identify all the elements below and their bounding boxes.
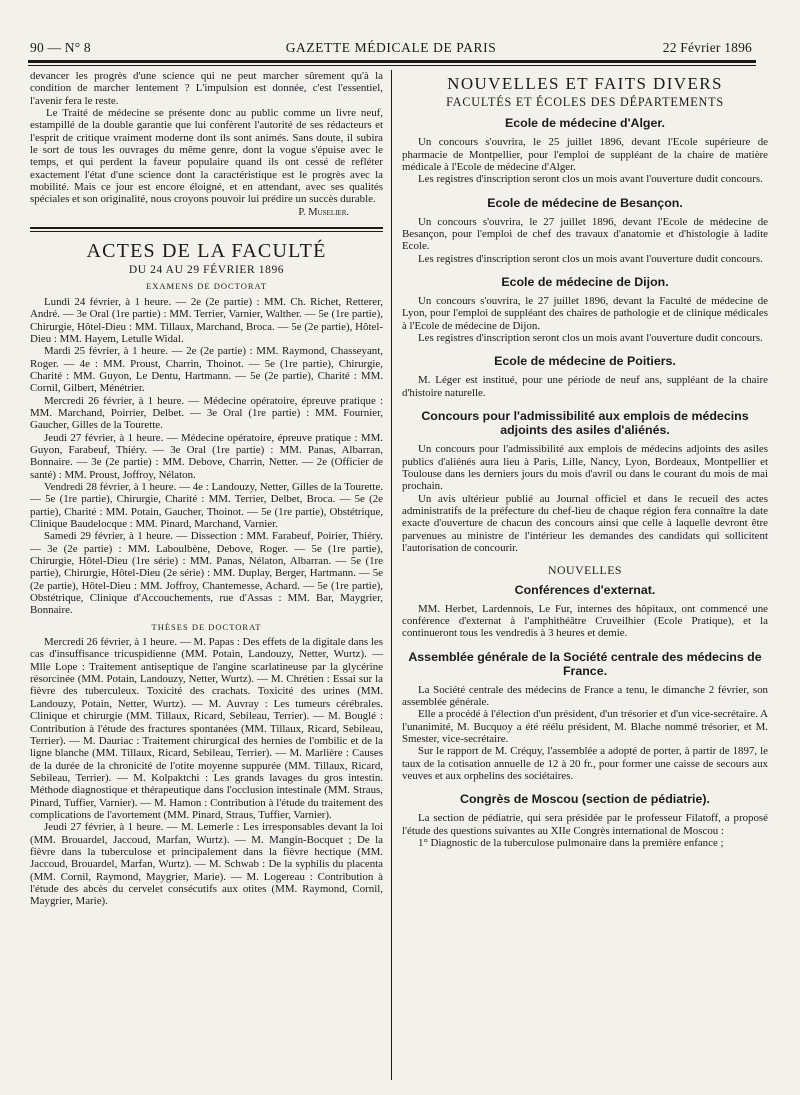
theses-heading: THÈSES DE DOCTORAT [151,621,262,632]
news-heading: Ecole de médecine de Poitiers. [494,354,676,369]
page-number: 90 — N° 8 [30,40,91,55]
right-column [402,74,768,849]
news-title: NOUVELLES ET FAITS DIVERS [447,74,723,93]
nouvelles-heading: NOUVELLES [548,563,622,578]
section-date: DU 24 AU 29 FÉVRIER 1896 [128,264,285,277]
news-heading: Conférences d'externat. [514,582,656,597]
news-paragraph: La Société centrale des médecins de France a tenu, le dimanche 2 février, son assemblée générale. [402,683,768,708]
news-paragraph: MM. Herbet, Lardennois, Le Fur, internes des hôpitaux, ont commencé une conférence d'externat à l'amphithéâtre Cruveilhier (Ecole Pratique), et la continueront tous les vendredis à 3 heures et demie. [402,602,768,640]
news-paragraph: Un avis ultérieur publié au Journal officiel et dans le recueil des actes administratifs de la préfecture du chef-lieu de chaque région fera connaître la date exacte d'ouverture de chacun des concours ainsi que celle à laquelle devront être parvenues au ministre de l'intérieur les demandes des candidats qui sollicitent l'autorisation de concourir. [402,492,768,554]
exam-entry: Vendredi 28 février, à 1 heure. — 4e : Landouzy, Netter, Gilles de la Tourette. — 5e (1re partie), Chirurgie, Charité : MM. Terrier, Delbet, Broca. — 5e (2e partie), Charité : MM. Potain, Gaucher, Thoinot. — 5e (1re partie), Obstétrique, Clinique Baudelocque : MM. Pinard, Marchand, Varnier. [30,480,383,530]
news-paragraph: La section de pédiatrie, qui sera présidée par le professeur Filatoff, a proposé l'étude des questions suivantes au XIIe Congrès international de Moscou : [402,812,768,837]
page-header [30,28,752,56]
news-paragraph: M. Léger est institué, pour une période de neuf ans, suppléant de la chaire d'histoire naturelle. [402,374,768,399]
intro-paragraph: devancer les progrès d'une science qui ne peut marcher sûrement qu'à la condition de marcher lentement ? L'impulsion est donnée, c'est l'essentiel, l'avenir fera le reste. [30,70,383,107]
news-heading: Ecole de médecine de Dijon. [501,275,669,290]
thesis-entry: Mercredi 26 février, à 1 heure. — M. Papas : Des effets de la digitale dans les cas d'insuffisance tricuspidienne (MM. Potain, Landouzy, Netter, Wurtz). — Mlle Lope : Traitement antiseptique de l'angine scarlatineuse par la glycérine résorcinée (MM. Potain, Landouzy, Netter, Wurtz). — M. Chrétien : Essai sur la fièvre des tuberculeux. Toxicité des crachats. Toxicité des urines (MM. Landouzy, Potain, Netter, Wurtz). — M. Auvray : Les tumeurs cérébrales. Clinique et chirurgie (MM. Tillaux, Ricard, Sebileau, Terrier). — M. Bouglé : Contribution à l'étude des fractures spontanées (MM. Tillaux, Ricard, Sebileau, Terrier). — M. Dauriac : Traitement chirurgical des hernies de l'ombilic et de la ligne blanche (MM. Tillaux, Ricard, Sebileau, Terrier). — M. Marlière : Causes de la durée de la chronicité de l'otite moyenne suppurée (MM. Tillaux, Ricard, Sebileau, Terrier). — M. Kolpaktchi : Les grands lavages du gros intestin. Méthode diagnostique et thérapeutique dans l'occlusion intestinale (MM. Straus, Pinard, Tuffier, Varnier). — M. Hamon : Contribution à l'étude du traitement des complications de l'avortement (MM. Pinard, Straus, Tuffier, Varnier). [30,636,383,821]
issue-date: 22 Février 1896 [662,40,752,55]
news-heading: Congrès de Moscou (section de pédiatrie). [460,792,710,807]
intro-paragraph: Le Traité de médecine se présente donc au public comme un livre neuf, estampillé de la double garantie que lui confèrent l'autorité de ses rédacteurs et l'esprit de critique vraiment moderne dont ils sont animés. Sans doute, il subira le sort de tous les ouvrages du même genre, dont la vogue s'épuise avec le temps, et qui perdent la faveur populaire quand ils ont cessé de refléter exactement l'état d'une science dont la caractéristique est le progrès avec la mobilité. Mais ce jour est encore éloigné, et en attendant, avec ses qualités spéciales et son originalité, nous croyons pouvoir lui prédire un succès durable. [30,107,383,206]
exam-entry: Mardi 25 février, à 1 heure. — 2e (2e partie) : MM. Raymond, Chasseyant, Roger. — 4e : MM. Proust, Charrin, Thoinot. — 5e (1re partie), Chirurgie, Charité : MM. Guyon, Le Dentu, Hartmann. — 5e (2e partie), Charité : MM. Cornil, Gilbert, Ménétrier. [30,345,383,395]
header-rule-thick [28,60,756,63]
journal-title: GAZETTE MÉDICALE DE PARIS [285,40,497,55]
news-paragraph: Un concours s'ouvrira, le 27 juillet 1896, devant l'Ecole de médecine de Besançon, pour l'emploi de chef des travaux d'anatomie et d'histologie à ladite Ecole. [402,215,768,253]
news-paragraph: Elle a procédé à l'élection d'un président, d'un trésorier et d'un vice-secrétaire. A l'unanimité, M. Bucquoy a été réélu président, M. Blache nommé trésorier, et M. Smester, vice-secrétaire. [402,708,768,745]
news-heading: Ecole de médecine d'Alger. [505,116,665,131]
exam-entry: Samedi 29 février, à 1 heure. — Dissection : MM. Farabeuf, Poirier, Thiéry. — 3e (2e partie) : MM. Laboulbène, Debove, Roger. — 5e (1re partie), Chirurgie, Hôtel-Dieu (1re série) : MM. Panas, Nélaton, Albarran. — 5e (1re partie), Chirurgie, Hôtel-Dieu (2e série) : MM. Duplay, Berger, Hartmann. — 5e (2e partie), Hôtel-Dieu : MM. Joffroy, Chantemesse, Achard. — 5e (1re partie), Obstétrique, Clinique d'Accouchements, rue d'Assas : MM. Bar, Maygrier, Bonnaire. [30,530,383,617]
news-heading: Concours pour l'admissibilité aux emplois de médecins adjoints des asiles d'aliénés. [421,409,749,438]
article-signature: P. Muselier. [298,206,349,218]
header-rule-thin [28,65,756,66]
news-heading: Assemblée générale de la Société centrale des médecins de France. [408,649,762,678]
news-paragraph: Un concours s'ouvrira, le 27 juillet 1896, devant la Faculté de médecine de Lyon, pour l'emploi de suppléant des chaires de pathologie et de clinique médicales à l'Ecole de médecine de Dijon. [402,295,768,332]
exam-entry: Mercredi 26 février, à 1 heure. — Médecine opératoire, épreuve pratique : MM. Marchand, Poirrier, Delbet. — 3e Oral (1re partie) : MM. Fournier, Gaucher, Gilles de la Tourette. [30,394,383,432]
section-rule [30,227,383,232]
news-paragraph: 1° Diagnostic de la tuberculose pulmonaire dans la première enfance ; [418,837,724,850]
column-divider [391,70,392,1080]
news-paragraph: Les registres d'inscription seront clos un mois avant l'ouverture dudit concours. [418,332,763,345]
news-paragraph: Les registres d'inscription seront clos un mois avant l'ouverture dudit concours. [418,173,763,186]
thesis-entry: Jeudi 27 février, à 1 heure. — M. Lemerle : Les irresponsables devant la loi (MM. Brouardel, Jaccoud, Marfan, Wurtz). — M. Mangin-Bocquet ; De la fièvre dans la tuberculose et principalement dans la fièvre hectique (MM. Jaccoud, Brouardel, Marfan, Wurtz). — M. Schwab : De la syphilis du placenta (MM. Cornil, Raymond, Maygrier, Marie). — M. Logereau : Contribution à l'étude des abcès du cervelet consécutifs aux otites (MM. Raymond, Cornil, Maygrier, Marie). [30,821,383,908]
news-paragraph: Un concours s'ouvrira, le 25 juillet 1896, devant l'Ecole supérieure de pharmacie de Montpellier, pour l'emploi de suppléant de la chaire de matière médicale à l'Ecole de médecine d'Alger. [402,136,768,174]
section-title: ACTES DE LA FACULTÉ [86,240,327,263]
exam-entry: Lundi 24 février, à 1 heure. — 2e (2e partie) : MM. Ch. Richet, Retterer, André. — 3e Oral (1re partie) : MM. Terrier, Varnier, Walther. — 5e (1re partie), Chirurgie, Hôtel-Dieu : MM. Tillaux, Marchand, Broca. — 5e (2e partie), Hôtel-Dieu : MM. Hayem, Letulle Widal. [30,295,383,345]
left-column [30,70,383,908]
news-paragraph: Sur le rapport de M. Créquy, l'assemblée a adopté de porter, à partir de 1897, le taux de la cotisation annuelle de 12 à 20 fr., pour former une caisse de secours aux veuves et aux orphelins des sociétaires. [402,745,768,783]
news-paragraph: Les registres d'inscription seront clos un mois avant l'ouverture dudit concours. [418,252,763,265]
news-subtitle: FACULTÉS ET ÉCOLES DES DÉPARTEMENTS [446,95,724,109]
news-heading: Ecole de médecine de Besançon. [487,195,683,210]
exam-entry: Jeudi 27 février, à 1 heure. — Médecine opératoire, épreuve pratique : MM. Guyon, Farabeuf, Thiéry. — 3e Oral (1re partie) : MM. Panas, Albarran, Bonnaire. — 3e (2e partie) : MM. Debove, Charrin, Netter. — 2e (Officier de santé) : MM. Proust, Joffroy, Nélaton. [30,431,383,481]
exams-heading: EXAMENS DE DOCTORAT [146,281,267,292]
news-paragraph: Un concours pour l'admissibilité aux emplois de médecins adjoints des asiles publics d'aliénés aura lieu à Paris, Lille, Nancy, Lyon, Bordeaux, Montpellier et Toulouse dans les derniers jours du mois d'avril ou dans le courant du mois de mai prochain. [402,443,768,493]
